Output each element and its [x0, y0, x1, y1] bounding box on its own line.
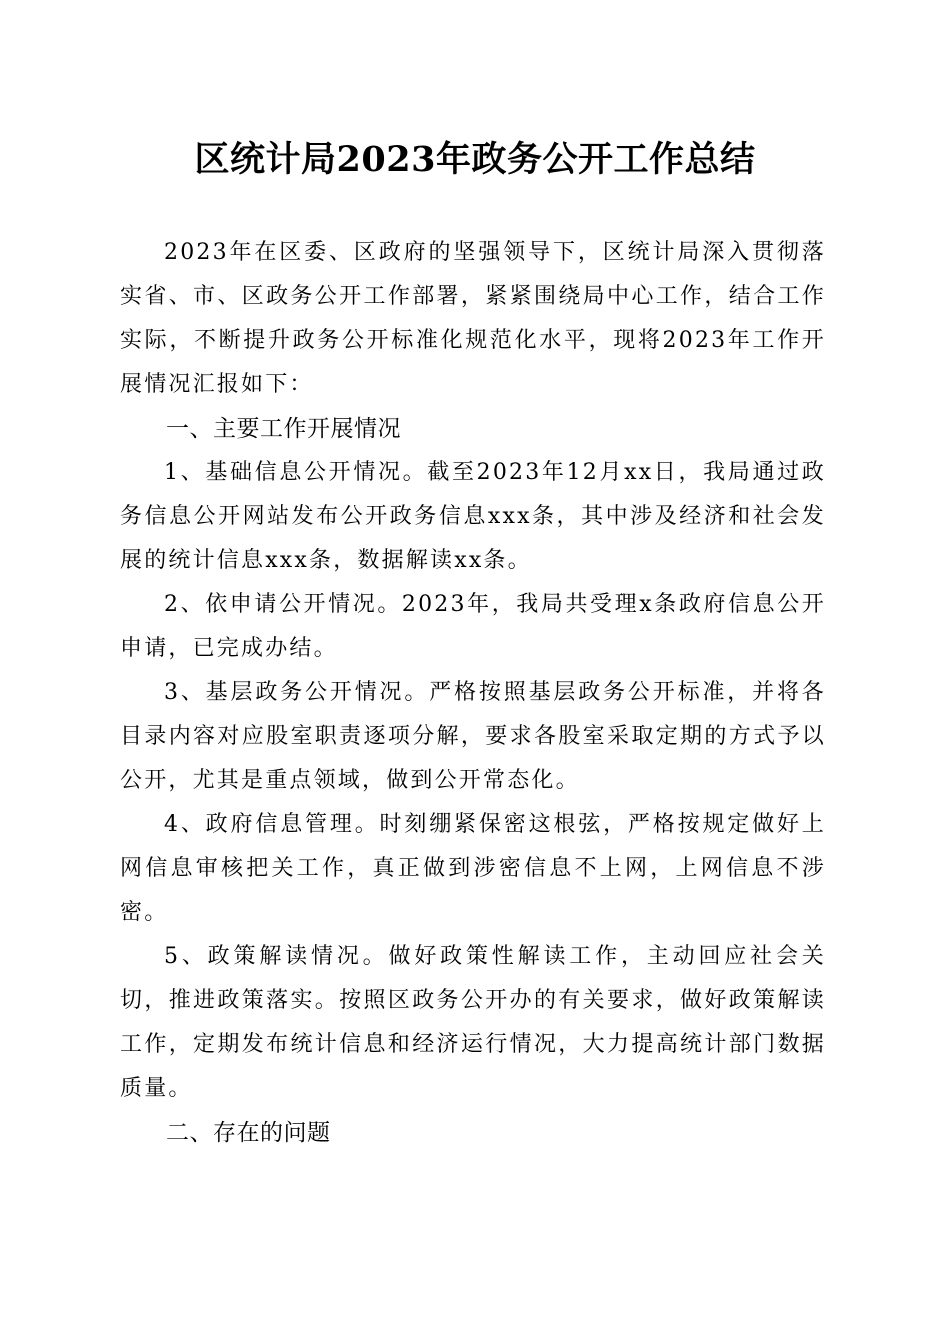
paragraph-basic-info-disclosure: 1、基础信息公开情况。截至2023年12月xx日，我局通过政务信息公开网站发布公开政务信息xxx条，其中涉及经济和社会发展的统计信息xxx条，数据解读xx条。	[120, 460, 826, 573]
paragraph-info-management: 4、政府信息管理。时刻绷紧保密这根弦，严格按规定做好上网信息审核把关工作，真正做到涉密信息不上网，上网信息不涉密。	[120, 812, 826, 925]
document-title: 区统计局2023年政务公开工作总结	[194, 139, 756, 180]
paragraph-grassroots-disclosure: 3、基层政务公开情况。严格按照基层政务公开标准，并将各目录内容对应股室职责逐项分解，要求各股室采取定期的方式予以公开，尤其是重点领域，做到公开常态化。	[120, 680, 826, 793]
document-body	[120, 231, 826, 1155]
intro-paragraph: 2023年在区委、区政府的坚强领导下，区统计局深入贯彻落实省、市、区政务公开工作部署，紧紧围绕局中心工作，结合工作实际，不断提升政务公开标准化规范化水平，现将2023年工作开展情况汇报如下：	[120, 240, 826, 397]
paragraph-application-disclosure: 2、依申请公开情况。2023年，我局共受理x条政府信息公开申请，已完成办结。	[120, 592, 826, 661]
paragraph-policy-interpretation: 5、政策解读情况。做好政策性解读工作，主动回应社会关切，推进政策落实。按照区政务公开办的有关要求，做好政策解读工作，定期发布统计信息和经济运行情况，大力提高统计部门数据质量。	[120, 944, 826, 1101]
section-heading-problems: 二、存在的问题	[166, 1120, 331, 1146]
section-heading-main-work: 一、主要工作开展情况	[166, 416, 401, 442]
